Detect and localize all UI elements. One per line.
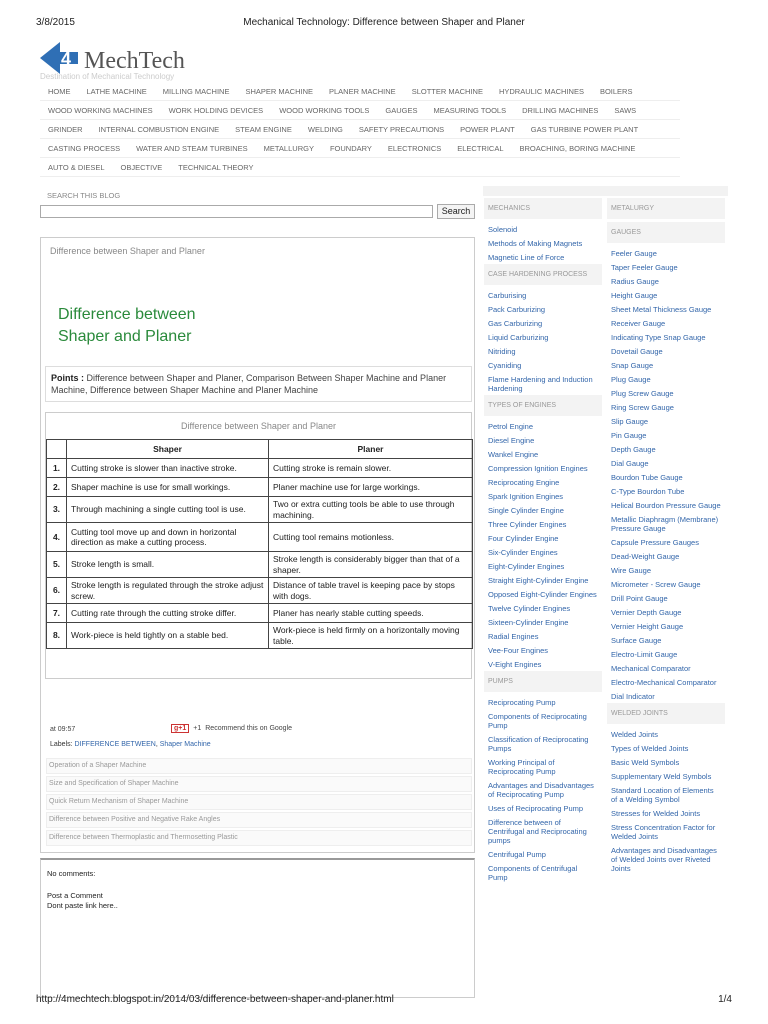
nav-item[interactable]: WATER AND STEAM TURBINES — [136, 143, 248, 153]
sidebar-link[interactable]: Feeler Gauge — [611, 248, 657, 258]
post-comment-area — [47, 891, 118, 911]
planer-cell: Work-piece is held firmly on a horizontally moving table. — [269, 623, 473, 649]
search-button[interactable]: Search — [437, 204, 475, 219]
nav-item[interactable]: METALLURGY — [263, 143, 314, 153]
comparison-table — [46, 439, 473, 649]
sidebar-link[interactable]: Wire Gauge — [611, 565, 652, 575]
planer-cell: Planer machine use for large workings. — [269, 478, 473, 497]
shaper-cell: Shaper machine is use for small workings. — [67, 478, 269, 497]
sidebar-link[interactable]: Vee-Four Engines — [488, 645, 549, 655]
comparison-table-wrapper — [45, 412, 472, 679]
points-box — [45, 366, 472, 402]
nav-item[interactable]: BROACHING, BORING MACHINE — [519, 143, 636, 153]
sidebar-link[interactable]: Single Cylinder Engine — [488, 505, 564, 515]
row-number: 6. — [47, 578, 67, 604]
sidebar-section-header: MECHANICS — [484, 198, 602, 219]
sidebar-link[interactable]: Flame Hardening and Induction Hardening — [488, 374, 593, 393]
sidebar-link[interactable]: Magnetic Line of Force — [488, 252, 565, 262]
sidebar-link[interactable]: Supplementary Weld Symbols — [611, 771, 712, 781]
related-post-link[interactable]: Difference between Positive and Negative Rake Angles — [46, 812, 472, 828]
nav-item[interactable]: CASTING PROCESS — [48, 143, 121, 153]
sidebar-link[interactable]: Classification of Reciprocating Pumps — [488, 734, 589, 753]
post-time[interactable]: at 09:57 — [50, 726, 76, 733]
nav-item[interactable]: LATHE MACHINE — [86, 86, 147, 96]
sidebar-link[interactable]: C-Type Bourdon Tube — [611, 486, 685, 496]
row-number: 4. — [47, 523, 67, 552]
table-row — [47, 497, 473, 523]
sidebar-link[interactable]: Plug Gauge — [611, 374, 651, 384]
nav-item[interactable]: GAS TURBINE POWER PLANT — [530, 124, 639, 134]
nav-item[interactable]: WOOD WORKING TOOLS — [279, 105, 370, 115]
sidebar-link[interactable]: Surface Gauge — [611, 635, 662, 645]
title-line-1: Difference between — [58, 306, 196, 323]
site-logo[interactable] — [38, 40, 238, 84]
sidebar-link[interactable]: Slip Gauge — [611, 416, 649, 426]
sidebar-section-header: WELDED JOINTS — [607, 703, 725, 724]
sidebar-link[interactable]: Types of Welded Joints — [611, 743, 689, 753]
sidebar-section-header: METALURGY — [607, 198, 725, 219]
nav-item[interactable]: SAWS — [614, 105, 637, 115]
sidebar-link[interactable]: Receiver Gauge — [611, 318, 666, 328]
sidebar-link[interactable]: Depth Gauge — [611, 444, 656, 454]
table-row — [47, 459, 473, 478]
nav-item[interactable]: SAFETY PRECAUTIONS — [358, 124, 445, 134]
nav-item[interactable]: WORK HOLDING DEVICES — [168, 105, 264, 115]
sidebar-link[interactable]: Methods of Making Magnets — [488, 238, 583, 248]
sidebar-link[interactable]: Capsule Pressure Gauges — [611, 537, 699, 547]
sidebar-link[interactable]: Uses of Reciprocating Pump — [488, 803, 584, 813]
sidebar-link[interactable]: Opposed Eight-Cylinder Engines — [488, 589, 597, 599]
table-header-number — [47, 440, 67, 459]
nav-item[interactable]: SLOTTER MACHINE — [411, 86, 483, 96]
points-text: Difference between Shaper and Planer, Comparison Between Shaper Machine and Planer Machine, Difference between Shaper Machine and Planer Machine — [51, 373, 447, 395]
sidebar-link[interactable]: Pack Carburizing — [488, 304, 546, 314]
comment-note: Dont paste link here.. — [47, 901, 118, 910]
sidebar-link[interactable]: Mechanical Comparator — [611, 663, 691, 673]
sidebar-link[interactable]: Vernier Height Gauge — [611, 621, 684, 631]
sidebar-link[interactable]: Indicating Type Snap Gauge — [611, 332, 706, 342]
labels-prefix: Labels: — [50, 741, 73, 748]
gplus-widget — [171, 724, 292, 733]
sidebar-section-header: TYPES OF ENGINES — [484, 395, 602, 416]
sidebar-link[interactable]: Sixteen-Cylinder Engine — [488, 617, 569, 627]
nav-item[interactable]: MILLING MACHINE — [162, 86, 230, 96]
nav-row — [40, 82, 680, 101]
row-number: 1. — [47, 459, 67, 478]
sidebar-link[interactable]: Nitriding — [488, 346, 516, 356]
sidebar-link[interactable]: Components of Reciprocating Pump — [488, 711, 587, 730]
sidebar-link[interactable]: Welded Joints — [611, 729, 658, 739]
sidebar-link[interactable]: Electro-Mechanical Comparator — [611, 677, 717, 687]
table-row — [47, 523, 473, 552]
sidebar-link[interactable]: Electro-Limit Gauge — [611, 649, 678, 659]
planer-cell: Planer has nearly stable cutting speeds. — [269, 604, 473, 623]
row-number: 5. — [47, 552, 67, 578]
table-header-shaper: Shaper — [67, 440, 269, 459]
nav-item[interactable]: POWER PLANT — [460, 124, 515, 134]
table-row — [47, 578, 473, 604]
nav-item[interactable]: GRINDER — [48, 124, 83, 134]
nav-row — [40, 101, 680, 120]
sidebar-section-header: PUMPS — [484, 671, 602, 692]
nav-item[interactable]: ELECTRONICS — [387, 143, 442, 153]
print-header — [0, 17, 768, 31]
table-row — [47, 604, 473, 623]
nav-row — [40, 120, 680, 139]
post-comment-label: Post a Comment — [47, 891, 103, 900]
nav-item[interactable]: GAUGES — [385, 105, 418, 115]
nav-item[interactable]: PLANER MACHINE — [329, 86, 396, 96]
sidebar-link[interactable]: Sheet Metal Thickness Gauge — [611, 304, 712, 314]
nav-item[interactable]: INTERNAL COMBUSTION ENGINE — [98, 124, 220, 134]
print-url: http://4mechtech.blogspot.in/2014/03/difference-between-shaper-and-planer.html — [36, 994, 394, 1005]
shaper-cell: Stroke length is regulated through the stroke adjust screw. — [67, 578, 269, 604]
sidebar-link[interactable]: Three Cylinder Engines — [488, 519, 567, 529]
planer-cell: Stroke length is considerably bigger than that of a shaper. — [269, 552, 473, 578]
nav-item[interactable]: DRILLING MACHINES — [522, 105, 599, 115]
comments-section — [40, 858, 475, 998]
sidebar-link[interactable]: Compression Ignition Engines — [488, 463, 588, 473]
breadcrumb: Difference between Shaper and Planer — [50, 246, 205, 256]
search-input[interactable] — [40, 205, 433, 218]
nav-item[interactable]: OBJECTIVE — [120, 162, 163, 172]
shaper-cell: Work-piece is held tightly on a stable bed. — [67, 623, 269, 649]
row-number: 8. — [47, 623, 67, 649]
nav-row — [40, 139, 680, 158]
sidebar-link[interactable]: Stresses for Welded Joints — [611, 808, 701, 818]
related-post-link[interactable]: Difference between Thermoplastic and Thermosetting Plastic — [46, 830, 472, 846]
nav-item[interactable]: STEAM ENGINE — [235, 124, 292, 134]
sidebar — [483, 186, 728, 991]
sidebar-link[interactable]: Twelve Cylinder Engines — [488, 603, 571, 613]
svg-text:4: 4 — [61, 49, 72, 69]
sidebar-link[interactable]: Plug Screw Gauge — [611, 388, 674, 398]
row-number: 3. — [47, 497, 67, 523]
nav-row — [40, 158, 680, 177]
sidebar-link[interactable]: Metallic Diaphragm (Membrane) Pressure Gauge — [611, 514, 719, 533]
nav-item[interactable]: TECHNICAL THEORY — [178, 162, 254, 172]
logo-tagline: Destination of Mechanical Technology — [40, 72, 175, 81]
label-link[interactable]: Shaper Machine — [159, 741, 211, 748]
sidebar-link[interactable]: Centrifugal Pump — [488, 849, 546, 859]
sidebar-link[interactable]: Dovetail Gauge — [611, 346, 663, 356]
label-link[interactable]: DIFFERENCE BETWEEN — [74, 741, 156, 748]
title-line-2: Shaper and Planer — [58, 328, 192, 345]
planer-cell: Distance of table travel is keeping pace by stops with dogs. — [269, 578, 473, 604]
sidebar-link[interactable]: Basic Weld Symbols — [611, 757, 680, 767]
sidebar-link[interactable]: Advantages and Disadvantages of Reciprocating Pump — [488, 780, 594, 799]
gplus-text: Recommend this on Google — [205, 725, 293, 732]
table-header-planer: Planer — [269, 440, 473, 459]
print-date: 3/8/2015 — [36, 17, 75, 28]
sidebar-left-column — [484, 198, 602, 884]
sidebar-link[interactable]: Difference between of Centrifugal and Reciprocating pumps — [488, 817, 587, 845]
nav-item[interactable]: ELECTRICAL — [457, 143, 504, 153]
points-label: Points : — [51, 373, 84, 383]
nav-item[interactable]: AUTO & DIESEL — [48, 162, 105, 172]
sidebar-link[interactable]: Eight-Cylinder Engines — [488, 561, 565, 571]
sidebar-link[interactable]: Reciprocating Engine — [488, 477, 560, 487]
table-row — [47, 552, 473, 578]
sidebar-link[interactable]: Snap Gauge — [611, 360, 654, 370]
shaper-cell: Cutting rate through the cutting stroke differ. — [67, 604, 269, 623]
sidebar-link[interactable]: Dead-Weight Gauge — [611, 551, 680, 561]
sidebar-section-header: GAUGES — [607, 222, 725, 243]
sidebar-link[interactable]: Petrol Engine — [488, 421, 534, 431]
sidebar-link[interactable]: Spark Ignition Engines — [488, 491, 564, 501]
sidebar-link[interactable]: Stress Concentration Factor for Welded Joints — [611, 822, 716, 841]
sidebar-right-column — [607, 198, 725, 875]
nav-item[interactable]: WOOD WORKING MACHINES — [48, 105, 153, 115]
sidebar-link[interactable]: Components of Centrifugal Pump — [488, 863, 578, 882]
sidebar-link[interactable]: Straight Eight-Cylinder Engine — [488, 575, 589, 585]
nav-item[interactable]: FOUNDARY — [329, 143, 372, 153]
sidebar-link[interactable]: Solenoid — [488, 224, 518, 234]
sidebar-link[interactable]: Wankel Engine — [488, 449, 539, 459]
sidebar-link[interactable]: Diesel Engine — [488, 435, 535, 445]
post-container — [40, 237, 475, 853]
shaper-cell: Cutting tool move up and down in horizontal direction as make a cutting process. — [67, 523, 269, 552]
sidebar-link[interactable]: Radial Engines — [488, 631, 539, 641]
sidebar-link[interactable]: Pin Gauge — [611, 430, 647, 440]
search-label: SEARCH THIS BLOG — [47, 191, 121, 200]
sidebar-link[interactable]: Height Gauge — [611, 290, 658, 300]
sidebar-link[interactable]: Standard Location of Elements of a Welding Symbol — [611, 785, 714, 804]
nav-item[interactable]: WELDING — [307, 124, 343, 134]
sidebar-link[interactable]: Gas Carburizing — [488, 318, 543, 328]
table-row — [47, 623, 473, 649]
shaper-cell: Stroke length is small. — [67, 552, 269, 578]
logo-arrow-icon — [38, 40, 86, 76]
sidebar-link[interactable]: Bourdon Tube Gauge — [611, 472, 683, 482]
sidebar-link[interactable]: Ring Screw Gauge — [611, 402, 674, 412]
sidebar-link[interactable]: Taper Feeler Gauge — [611, 262, 678, 272]
no-comments-text: No comments: — [47, 869, 96, 878]
nav-item[interactable]: HYDRAULIC MACHINES — [498, 86, 584, 96]
sidebar-link[interactable]: Carburising — [488, 290, 527, 300]
row-number: 7. — [47, 604, 67, 623]
sidebar-link[interactable]: Micrometer - Screw Gauge — [611, 579, 701, 589]
top-navigation — [40, 82, 680, 177]
sidebar-section-header: CASE HARDENING PROCESS — [484, 264, 602, 285]
page-title — [58, 304, 258, 348]
sidebar-link[interactable]: Radius Gauge — [611, 276, 659, 286]
sidebar-link[interactable]: Four Cylinder Engine — [488, 533, 559, 543]
sidebar-link[interactable]: Dial Indicator — [611, 691, 655, 701]
related-list — [46, 756, 472, 846]
related-post-link[interactable]: Quick Return Mechanism of Shaper Machine — [46, 794, 472, 810]
sidebar-link[interactable]: Liquid Carburizing — [488, 332, 549, 342]
sidebar-top-bar — [483, 186, 728, 196]
print-title: Mechanical Technology: Difference between Shaper and Planer — [243, 17, 525, 28]
nav-item[interactable]: SHAPER MACHINE — [245, 86, 313, 96]
planer-cell: Cutting stroke is remain slower. — [269, 459, 473, 478]
gplus-count: +1 — [193, 725, 202, 732]
gplus-button[interactable]: g+1 — [171, 724, 189, 733]
sidebar-link[interactable]: Helical Bourdon Pressure Gauge — [611, 500, 721, 510]
sidebar-link[interactable]: Cyaniding — [488, 360, 522, 370]
sidebar-link[interactable]: V-Eight Engines — [488, 659, 542, 669]
sidebar-link[interactable]: Six-Cylinder Engines — [488, 547, 558, 557]
row-number: 2. — [47, 478, 67, 497]
logo-wordmark: MechTech — [84, 48, 185, 74]
sidebar-link[interactable]: Vernier Depth Gauge — [611, 607, 682, 617]
planer-cell: Two or extra cutting tools be able to use through machining. — [269, 497, 473, 523]
nav-item[interactable]: BOILERS — [599, 86, 633, 96]
sidebar-link[interactable]: Drill Point Gauge — [611, 593, 668, 603]
nav-item[interactable]: HOME — [48, 86, 71, 96]
shaper-cell: Through machining a single cutting tool is use. — [67, 497, 269, 523]
nav-item[interactable]: MEASURING TOOLS — [433, 105, 507, 115]
related-post-link[interactable]: Operation of a Shaper Machine — [46, 758, 472, 774]
table-row — [47, 478, 473, 497]
sidebar-link[interactable]: Reciprocating Pump — [488, 697, 556, 707]
planer-cell: Cutting tool remains motionless. — [269, 523, 473, 552]
print-page-number: 1/4 — [718, 994, 732, 1005]
related-post-link[interactable]: Size and Specification of Shaper Machine — [46, 776, 472, 792]
sidebar-link[interactable]: Advantages and Disadvantages of Welded Joints over Riveted Joints — [611, 845, 717, 873]
table-header-row — [47, 440, 473, 459]
table-caption: Difference between Shaper and Planer — [181, 421, 336, 431]
shaper-cell: Cutting stroke is slower than inactive stroke. — [67, 459, 269, 478]
sidebar-link[interactable]: Working Principal of Reciprocating Pump — [488, 757, 556, 776]
post-labels: Labels: DIFFERENCE BETWEEN, Shaper Machine — [50, 741, 211, 748]
sidebar-link[interactable]: Dial Gauge — [611, 458, 649, 468]
